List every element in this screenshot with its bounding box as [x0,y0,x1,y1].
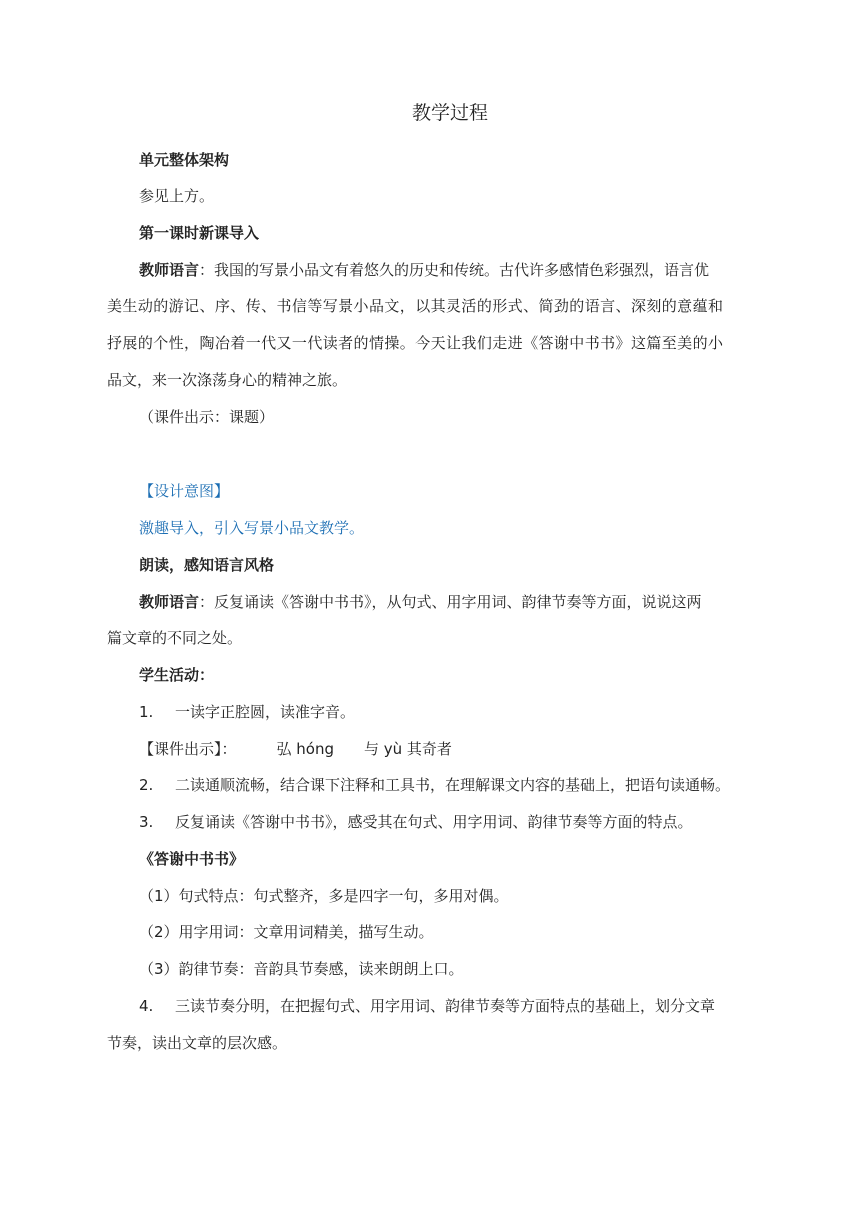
design-intent-text: 激趣导入，引入写景小品文教学。 [139,519,365,537]
list-item-1-text: 一读字正腔圆，读准字音。 [175,703,356,721]
page-title: 教学过程 [411,102,488,124]
list-item-4-text: 三读节奏分明，在把握句式、用字用词、韵律节奏等方面特点的基础上，划分文章 [175,997,716,1015]
list-item-4-number: 4. [139,997,154,1015]
list-item-2-number: 2. [139,776,154,794]
list-item-4-continuation: 节奏，读出文章的层次感。 [107,1034,288,1052]
list-item-2-text: 二读通顺流畅，结合课下注释和工具书，在理解课文内容的基础上，把语句读通畅。 [175,776,731,794]
intro-teacher-paragraph-line2: 美生动的游记、序、传、书信等写景小品文，以其灵活的形式、简劲的语言、深刻的意蕴和 [107,297,723,315]
list-item-3-text: 反复诵读《答谢中书书》，感受其在句式、用字用词、韵律节奏等方面的特点。 [175,813,693,831]
courseware-note: （课件出示：课题） [139,408,275,426]
intro-teacher-paragraph-line3: 抒展的个性，陶冶着一代又一代读者的情操。今天让我们走进《答谢中书书》这篇至美的小 [107,334,723,352]
reading-teacher-paragraph-line1 [139,592,702,612]
heading-unit-structure: 单元整体架构 [139,151,230,169]
feature-point-1: （1）句式特点：句式整齐，多是四字一句，多用对偶。 [139,887,509,905]
heading-reading: 朗读，感知语言风格 [139,556,275,574]
teacher-language-label-2: 教师语言 [139,593,200,611]
intro-teacher-text-1: ：我国的写景小品文有着悠久的历史和传统。古代许多感情色彩强烈，语言优 [199,261,710,279]
list-item-3-number: 3. [139,813,154,831]
pronunciation-word-1: 弘 hóng [276,740,334,758]
feature-point-2: （2）用字用词：文章用词精美，描写生动。 [139,923,434,941]
book-title-heading: 《答谢中书书》 [139,850,245,868]
courseware-display-label: 【课件出示】： [139,740,237,758]
intro-teacher-paragraph-line1 [139,260,709,280]
pronunciation-word-2: 与 yù 其奇者 [364,740,452,758]
feature-point-3: （3）韵律节奏：音韵具节奏感，读来朗朗上口。 [139,960,464,978]
list-item-1 [139,702,355,722]
list-item-3 [139,812,693,832]
list-item-4 [139,996,715,1016]
teacher-language-label: 教师语言 [139,261,200,279]
intro-teacher-paragraph-line4: 品文，来一次涤荡身心的精神之旅。 [107,371,348,389]
student-activity-label: 学生活动： [139,666,215,684]
heading-lesson-intro: 第一课时新课导入 [139,224,260,242]
reading-teacher-paragraph-line2: 篇文章的不同之处。 [107,629,243,647]
list-item-1-number: 1. [139,703,154,721]
courseware-display-line [139,739,452,759]
list-item-2 [139,775,730,795]
design-intent-label: 【设计意图】 [139,482,230,500]
reading-teacher-text-1: ：反复诵读《答谢中书书》，从句式、用字用词、韵律节奏等方面，说说这两 [199,593,702,611]
unit-structure-text: 参见上方。 [139,187,215,205]
